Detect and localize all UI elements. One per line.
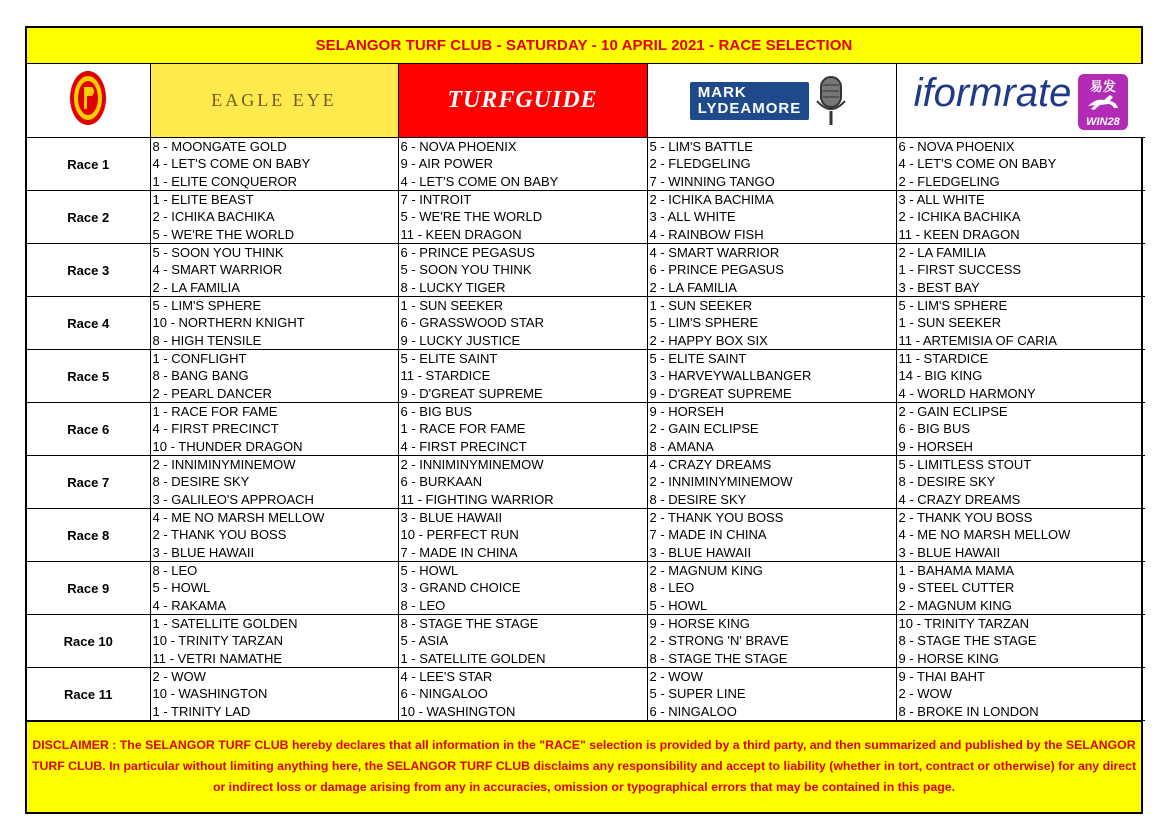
horse-pick: 6 - BURKAAN (400, 474, 483, 490)
horse-pick: 5 - ASIA (400, 633, 449, 649)
selection-cell (150, 297, 398, 350)
horse-pick: 3 - BLUE HAWAII (898, 544, 1001, 560)
horse-pick: 4 - RAINBOW FISH (649, 226, 764, 242)
horse-pick: 5 - SUPER LINE (649, 686, 746, 702)
horse-pick: 2 - WOW (152, 669, 206, 684)
horse-pick: 8 - LEO (152, 563, 198, 578)
horse-pick: 1 - RACE FOR FAME (152, 404, 278, 419)
race-label: Race 9 (27, 562, 150, 615)
selection-cell (896, 191, 1145, 244)
horse-pick: 1 - ELITE BEAST (152, 192, 254, 207)
horse-pick: 6 - GRASSWOOD STAR (400, 315, 544, 331)
microphone-icon (809, 73, 853, 129)
selection-cell (896, 138, 1145, 191)
horse-pick: 4 - CRAZY DREAMS (649, 457, 772, 472)
horse-pick: 6 - BIG BUS (400, 404, 473, 419)
horse-pick: 1 - TRINITY LAD (152, 703, 251, 719)
race-row (27, 456, 1145, 509)
selection-cell (150, 668, 398, 721)
horse-pick: 1 - CONFLIGHT (152, 351, 247, 366)
horse-pick: 9 - AIR POWER (400, 156, 493, 172)
horse-pick: 5 - HOWL (400, 563, 459, 578)
selection-cell (647, 350, 896, 403)
selection-cell (398, 668, 647, 721)
horse-pick: 2 - GAIN ECLIPSE (898, 404, 1008, 419)
selection-cell (398, 403, 647, 456)
race-label: Race 7 (27, 456, 150, 509)
horse-pick: 5 - WE'RE THE WORLD (152, 226, 295, 242)
horse-pick: 11 - STARDICE (898, 351, 989, 366)
horse-pick: 4 - SMART WARRIOR (649, 245, 780, 260)
horse-pick: 1 - SUN SEEKER (400, 298, 504, 313)
selection-cell (647, 191, 896, 244)
horse-pick: 4 - ME NO MARSH MELLOW (152, 510, 325, 525)
selection-cell (398, 297, 647, 350)
horse-pick: 11 - KEEN DRAGON (898, 226, 1020, 242)
horse-pick: 3 - BLUE HAWAII (649, 544, 752, 560)
horse-pick: 5 - SOON YOU THINK (400, 262, 532, 278)
race-label: Race 1 (27, 138, 150, 191)
horse-pick: 6 - NINGALOO (649, 703, 737, 719)
horse-pick: 2 - STRONG 'N' BRAVE (649, 633, 789, 649)
horse-pick: 1 - SUN SEEKER (649, 298, 753, 313)
selection-cell (896, 403, 1145, 456)
race-label: Race 5 (27, 350, 150, 403)
horse-pick: 2 - FLEDGELING (649, 156, 751, 172)
race-row (27, 668, 1145, 721)
horse-pick: 2 - THANK YOU BOSS (898, 510, 1033, 525)
horse-pick: 3 - ALL WHITE (898, 192, 985, 207)
horse-pick: 5 - LIMITLESS STOUT (898, 457, 1032, 472)
horse-pick: 8 - STAGE THE STAGE (898, 633, 1037, 649)
horse-pick: 11 - KEEN DRAGON (400, 226, 522, 242)
race-label: Race 11 (27, 668, 150, 721)
horse-pick: 4 - LET'S COME ON BABY (400, 173, 559, 189)
horse-pick: 4 - LEE'S STAR (400, 669, 493, 684)
horse-pick: 8 - LEO (649, 580, 695, 596)
horse-pick: 8 - DESIRE SKY (898, 474, 996, 490)
horse-pick: 11 - FIGHTING WARRIOR (400, 491, 554, 507)
horse-pick: 6 - NINGALOO (400, 686, 488, 702)
horse-pick: 10 - PERFECT RUN (400, 527, 519, 543)
horse-pick: 1 - SUN SEEKER (898, 315, 1002, 331)
horse-pick: 5 - HOWL (649, 597, 708, 613)
horse-pick: 4 - LET'S COME ON BABY (152, 156, 311, 172)
race-row (27, 244, 1145, 297)
horse-pick: 11 - STARDICE (400, 368, 491, 384)
horse-pick: 5 - ELITE SAINT (400, 351, 498, 366)
horse-pick: 2 - WOW (649, 669, 703, 684)
race-row (27, 615, 1145, 668)
selection-cell (398, 244, 647, 297)
race-label: Race 8 (27, 509, 150, 562)
selection-cell (150, 615, 398, 668)
selection-cell (150, 509, 398, 562)
horse-pick: 4 - SMART WARRIOR (152, 262, 283, 278)
win28-badge (1078, 74, 1128, 130)
race-row (27, 562, 1145, 615)
horse-pick: 8 - MOONGATE GOLD (152, 139, 287, 154)
horse-pick: 4 - FIRST PRECINCT (152, 421, 279, 437)
horse-pick: 5 - LIM'S SPHERE (152, 298, 262, 313)
horse-pick: 4 - LET'S COME ON BABY (898, 156, 1057, 172)
horse-pick: 9 - D'GREAT SUPREME (400, 385, 543, 401)
iformrate-logo: iformrate (913, 71, 1072, 116)
race-selection-sheet (25, 26, 1143, 814)
mark-line1: MARK (697, 83, 747, 101)
horse-pick: 5 - HOWL (152, 580, 211, 596)
horse-pick: 1 - SATELLITE GOLDEN (152, 616, 298, 631)
horse-pick: 4 - WORLD HARMONY (898, 385, 1036, 401)
selection-cell (896, 297, 1145, 350)
selection-cell (896, 509, 1145, 562)
race-label: Race 6 (27, 403, 150, 456)
race-row (27, 138, 1145, 191)
race-row (27, 297, 1145, 350)
turfguide-logo-cell (398, 64, 647, 138)
horse-pick: 2 - GAIN ECLIPSE (649, 421, 759, 437)
stc-logo-cell (27, 64, 150, 138)
horse-pick: 2 - HAPPY BOX SIX (649, 332, 768, 348)
selection-cell (150, 244, 398, 297)
mark-lydeamore-logo-cell (647, 64, 896, 138)
horse-pick: 8 - DESIRE SKY (152, 474, 250, 490)
horse-pick: 7 - MADE IN CHINA (400, 544, 518, 560)
horse-pick: 10 - TRINITY TARZAN (898, 616, 1030, 631)
horse-pick: 4 - ME NO MARSH MELLOW (898, 527, 1071, 543)
horse-pick: 1 - BAHAMA MAMA (898, 563, 1015, 578)
horse-pick: 2 - THANK YOU BOSS (649, 510, 784, 525)
win28-chinese-label: 易发 (1089, 78, 1116, 94)
disclaimer-text: DISCLAIMER : The SELANGOR TURF CLUB hereby declares that all information in the "RACE" selection is provided by a third party, and then summarized and published by the SELANGOR TURF CLUB. In particular without limiting anything here, the SELANGOR TURF CLUB disclaims any responsibility and accept to liability (whether in tort, contract or otherwise) for any direct or indirect loss or damage arising from any in accuracies, omission or typographical errors that may be contained in this page. (27, 721, 1141, 812)
stc-logo-icon (68, 69, 108, 127)
selection-cell (398, 509, 647, 562)
horse-pick: 1 - RACE FOR FAME (400, 421, 526, 437)
horse-pick: 8 - LEO (400, 597, 446, 613)
race-row (27, 350, 1145, 403)
horse-pick: 8 - AMANA (649, 438, 714, 454)
horse-pick: 10 - NORTHERN KNIGHT (152, 315, 305, 331)
horse-pick: 9 - HORSEH (898, 438, 973, 454)
iformrate-logo-cell (896, 64, 1145, 138)
horse-pick: 8 - HIGH TENSILE (152, 332, 262, 348)
selection-cell (647, 297, 896, 350)
race-label: Race 4 (27, 297, 150, 350)
horse-pick: 4 - RAKAMA (152, 597, 227, 613)
selection-cell (896, 244, 1145, 297)
selection-cell (647, 615, 896, 668)
selection-cell (896, 615, 1145, 668)
selection-table (27, 64, 1145, 721)
horse-pick: 3 - ALL WHITE (649, 209, 736, 225)
logo-row (27, 64, 1145, 138)
horse-pick: 2 - ICHIKA BACHIKA (898, 209, 1021, 225)
horse-pick: 11 - VETRI NAMATHE (152, 650, 283, 666)
win28-label: WIN28 (1086, 115, 1120, 128)
horse-pick: 2 - THANK YOU BOSS (152, 527, 287, 543)
eagle-eye-logo: EAGLE EYE (211, 90, 337, 110)
selection-cell (647, 244, 896, 297)
horse-pick: 3 - BEST BAY (898, 279, 980, 295)
mark-line2: LYDEAMORE (697, 99, 802, 117)
horse-pick: 10 - WASHINGTON (152, 686, 268, 702)
selection-cell (896, 562, 1145, 615)
horse-pick: 5 - LIM'S BATTLE (649, 139, 753, 154)
horse-pick: 9 - THAI BAHT (898, 669, 985, 684)
horse-pick: 2 - MAGNUM KING (649, 563, 763, 578)
page-title: SELANGOR TURF CLUB - SATURDAY - 10 APRIL 2021 - RACE SELECTION (27, 28, 1141, 64)
horse-pick: 14 - BIG KING (898, 368, 983, 384)
selection-cell (896, 456, 1145, 509)
horse-pick: 10 - THUNDER DRAGON (152, 438, 303, 454)
race-row (27, 509, 1145, 562)
race-row (27, 403, 1145, 456)
selection-cell (647, 509, 896, 562)
horse-pick: 11 - ARTEMISIA OF CARIA (898, 332, 1057, 348)
horse-pick: 2 - LA FAMILIA (898, 245, 986, 260)
horse-pick: 2 - ICHIKA BACHIKA (152, 209, 275, 225)
horse-pick: 6 - PRINCE PEGASUS (649, 262, 784, 278)
horse-pick: 8 - DESIRE SKY (649, 491, 747, 507)
horse-pick: 3 - HARVEYWALLBANGER (649, 368, 812, 384)
horse-pick: 7 - WINNING TANGO (649, 173, 775, 189)
horse-pick: 5 - LIM'S SPHERE (898, 298, 1008, 313)
horse-pick: 4 - FIRST PRECINCT (400, 438, 527, 454)
horse-pick: 3 - BLUE HAWAII (152, 544, 255, 560)
race-row (27, 191, 1145, 244)
horse-pick: 1 - FIRST SUCCESS (898, 262, 1022, 278)
horse-pick: 7 - INTROIT (400, 192, 472, 207)
horse-pick: 2 - FLEDGELING (898, 173, 1000, 189)
selection-cell (398, 138, 647, 191)
selection-cell (398, 350, 647, 403)
selection-cell (398, 615, 647, 668)
horse-pick: 5 - ELITE SAINT (649, 351, 747, 366)
selection-cell (896, 668, 1145, 721)
horse-pick: 9 - HORSEH (649, 404, 724, 419)
horse-pick: 3 - BLUE HAWAII (400, 510, 503, 525)
eagle-eye-logo-cell (150, 64, 398, 138)
horse-pick: 6 - NOVA PHOENIX (400, 139, 517, 154)
horse-pick: 2 - PEARL DANCER (152, 385, 272, 401)
mark-lydeamore-logo (690, 73, 853, 129)
horse-pick: 8 - STAGE THE STAGE (400, 616, 539, 631)
selection-cell (150, 562, 398, 615)
selection-cell (150, 138, 398, 191)
horse-pick: 8 - BANG BANG (152, 368, 249, 384)
horse-pick: 5 - SOON YOU THINK (152, 245, 284, 260)
horse-pick: 8 - STAGE THE STAGE (649, 650, 788, 666)
selection-cell (647, 403, 896, 456)
selection-cell (150, 456, 398, 509)
horse-pick: 1 - ELITE CONQUEROR (152, 173, 297, 189)
horse-pick: 10 - WASHINGTON (400, 703, 516, 719)
horse-pick: 2 - WOW (898, 686, 952, 702)
horse-pick: 2 - MAGNUM KING (898, 597, 1012, 613)
selection-cell (647, 456, 896, 509)
horse-pick: 7 - MADE IN CHINA (649, 527, 767, 543)
horse-pick: 3 - GALILEO'S APPROACH (152, 491, 314, 507)
selection-cell (150, 350, 398, 403)
horse-pick: 9 - HORSE KING (898, 650, 999, 666)
race-label: Race 2 (27, 191, 150, 244)
selection-cell (647, 138, 896, 191)
horse-pick: 8 - BROKE IN LONDON (898, 703, 1039, 719)
horse-pick: 2 - ICHIKA BACHIMA (649, 192, 774, 207)
horse-pick: 2 - LA FAMILIA (649, 279, 737, 295)
horse-pick: 9 - HORSE KING (649, 616, 750, 631)
horse-pick: 9 - STEEL CUTTER (898, 580, 1015, 596)
horse-pick: 6 - BIG BUS (898, 421, 971, 437)
horse-pick: 6 - NOVA PHOENIX (898, 139, 1015, 154)
selection-cell (150, 191, 398, 244)
turfguide-logo: TURFGUIDE (447, 87, 598, 113)
horse-pick: 2 - INNIMINYMINEMOW (400, 457, 544, 472)
selection-cell (647, 668, 896, 721)
selection-cell (647, 562, 896, 615)
horse-pick: 5 - WE'RE THE WORLD (400, 209, 543, 225)
race-label: Race 3 (27, 244, 150, 297)
selection-cell (398, 456, 647, 509)
selection-cell (398, 562, 647, 615)
selection-cell (398, 191, 647, 244)
horse-pick: 9 - D'GREAT SUPREME (649, 385, 792, 401)
horse-pick: 2 - INNIMINYMINEMOW (152, 457, 296, 472)
selection-cell (150, 403, 398, 456)
horse-pick: 10 - TRINITY TARZAN (152, 633, 284, 649)
selection-cell (896, 350, 1145, 403)
racehorse-icon (1086, 92, 1120, 112)
horse-pick: 4 - CRAZY DREAMS (898, 491, 1021, 507)
horse-pick: 8 - LUCKY TIGER (400, 279, 506, 295)
horse-pick: 2 - LA FAMILIA (152, 279, 240, 295)
horse-pick: 2 - INNIMINYMINEMOW (649, 474, 793, 490)
horse-pick: 3 - GRAND CHOICE (400, 580, 521, 596)
horse-pick: 9 - LUCKY JUSTICE (400, 332, 521, 348)
race-label: Race 10 (27, 615, 150, 668)
horse-pick: 5 - LIM'S SPHERE (649, 315, 759, 331)
horse-pick: 6 - PRINCE PEGASUS (400, 245, 535, 260)
horse-pick: 1 - SATELLITE GOLDEN (400, 650, 546, 666)
